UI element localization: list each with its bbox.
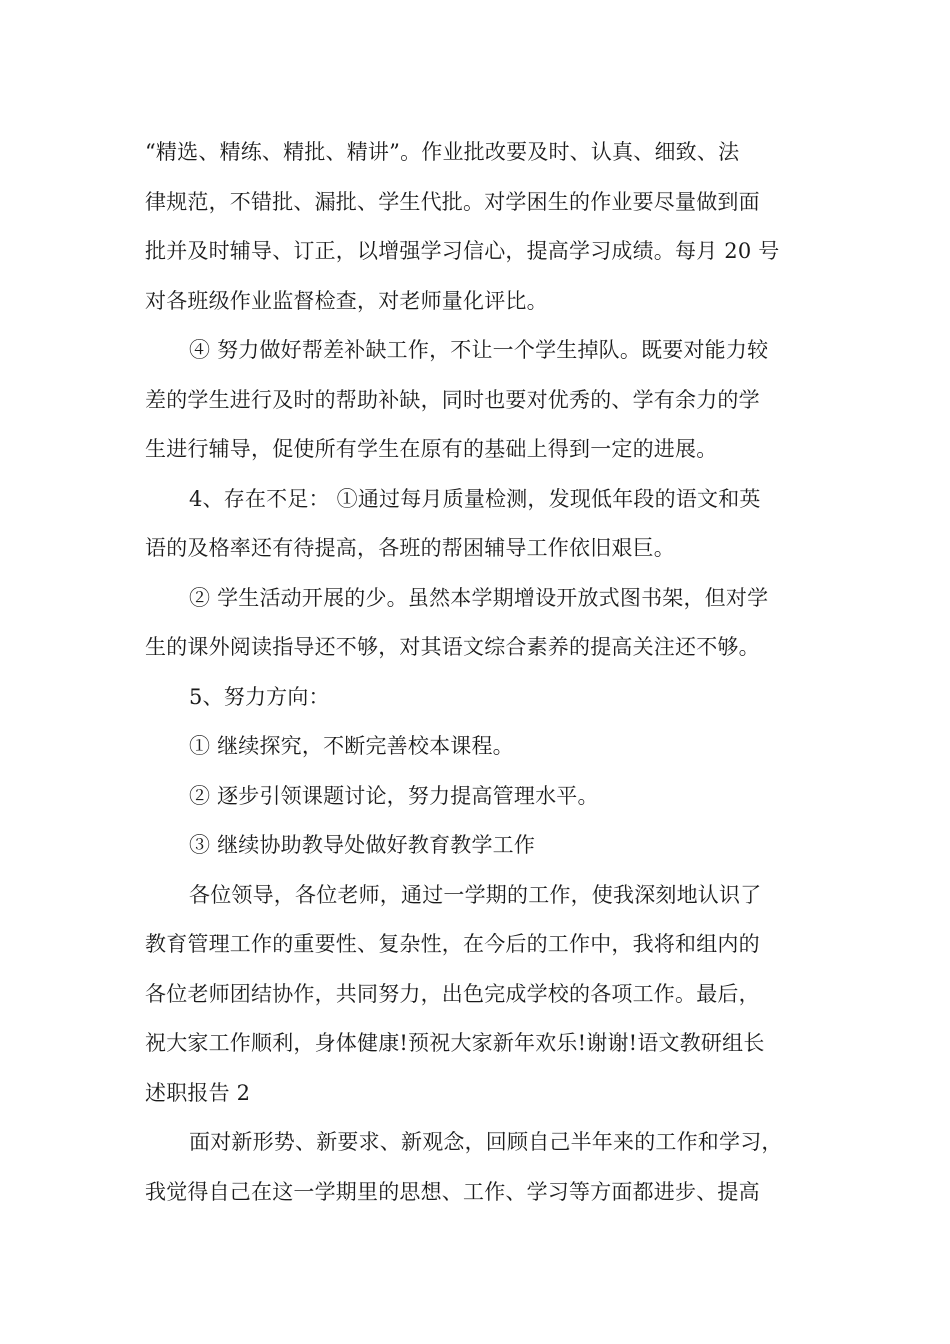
text-line: 我觉得自己在这一学期里的思想、工作、学习等方面都进步、提高 (145, 1179, 760, 1204)
section-heading: 5、努力方向： (189, 684, 330, 709)
text-line: 律规范，不错批、漏批、学生代批。对学困生的作业要尽量做到面 (145, 189, 760, 214)
text-line: 祝大家工作顺利，身体健康!预祝大家新年欢乐!谢谢!语文教研组长 (145, 1031, 765, 1055)
text-line: 批并及时辅导、订正，以增强学习信心，提高学习成绩。每月 20 号 (145, 239, 780, 263)
report-title-line: 述职报告 2 (145, 1080, 251, 1105)
text-line: 语的及格率还有待提高，各班的帮困辅导工作依旧艰巨。 (145, 536, 675, 560)
text-line: 教育管理工作的重要性、复杂性，在今后的工作中，我将和组内的 (145, 932, 760, 956)
text-line: “精选、精练、精批、精讲”。作业批改要及时、认真、细致、法 (145, 140, 740, 164)
list-item: ② 逐步引领课题讨论，努力提高管理水平。 (189, 783, 599, 808)
text-line: 各位老师团结协作，共同努力，出色完成学校的各项工作。最后， (145, 981, 760, 1006)
text-line: 各位领导，各位老师，通过一学期的工作，使我深刻地认识了 (189, 882, 762, 907)
text-line: 4、存在不足： ①通过每月质量检测，发现低年段的语文和英 (189, 486, 761, 511)
list-item: ③ 继续协助教导处做好教育教学工作 (189, 833, 536, 857)
text-line: 生的课外阅读指导还不够，对其语文综合素养的提高关注还不够。 (145, 635, 760, 659)
document-page (145, 128, 815, 1217)
text-line: 对各班级作业监督检查，对老师量化评比。 (145, 288, 548, 313)
text-line: 差的学生进行及时的帮助补缺，同时也要对优秀的、学有余力的学 (145, 387, 760, 412)
list-item: ① 继续探究，不断完善校本课程。 (189, 734, 514, 758)
text-line: ④ 努力做好帮差补缺工作，不让一个学生掉队。既要对能力较 (189, 338, 769, 362)
text-line: 面对新形势、新要求、新观念，回顾自己半年来的工作和学习， (189, 1130, 783, 1154)
text-line: 生进行辅导，促使所有学生在原有的基础上得到一定的进展。 (145, 437, 718, 461)
text-line: ② 学生活动开展的少。虽然本学期增设开放式图书架，但对学 (189, 585, 769, 610)
